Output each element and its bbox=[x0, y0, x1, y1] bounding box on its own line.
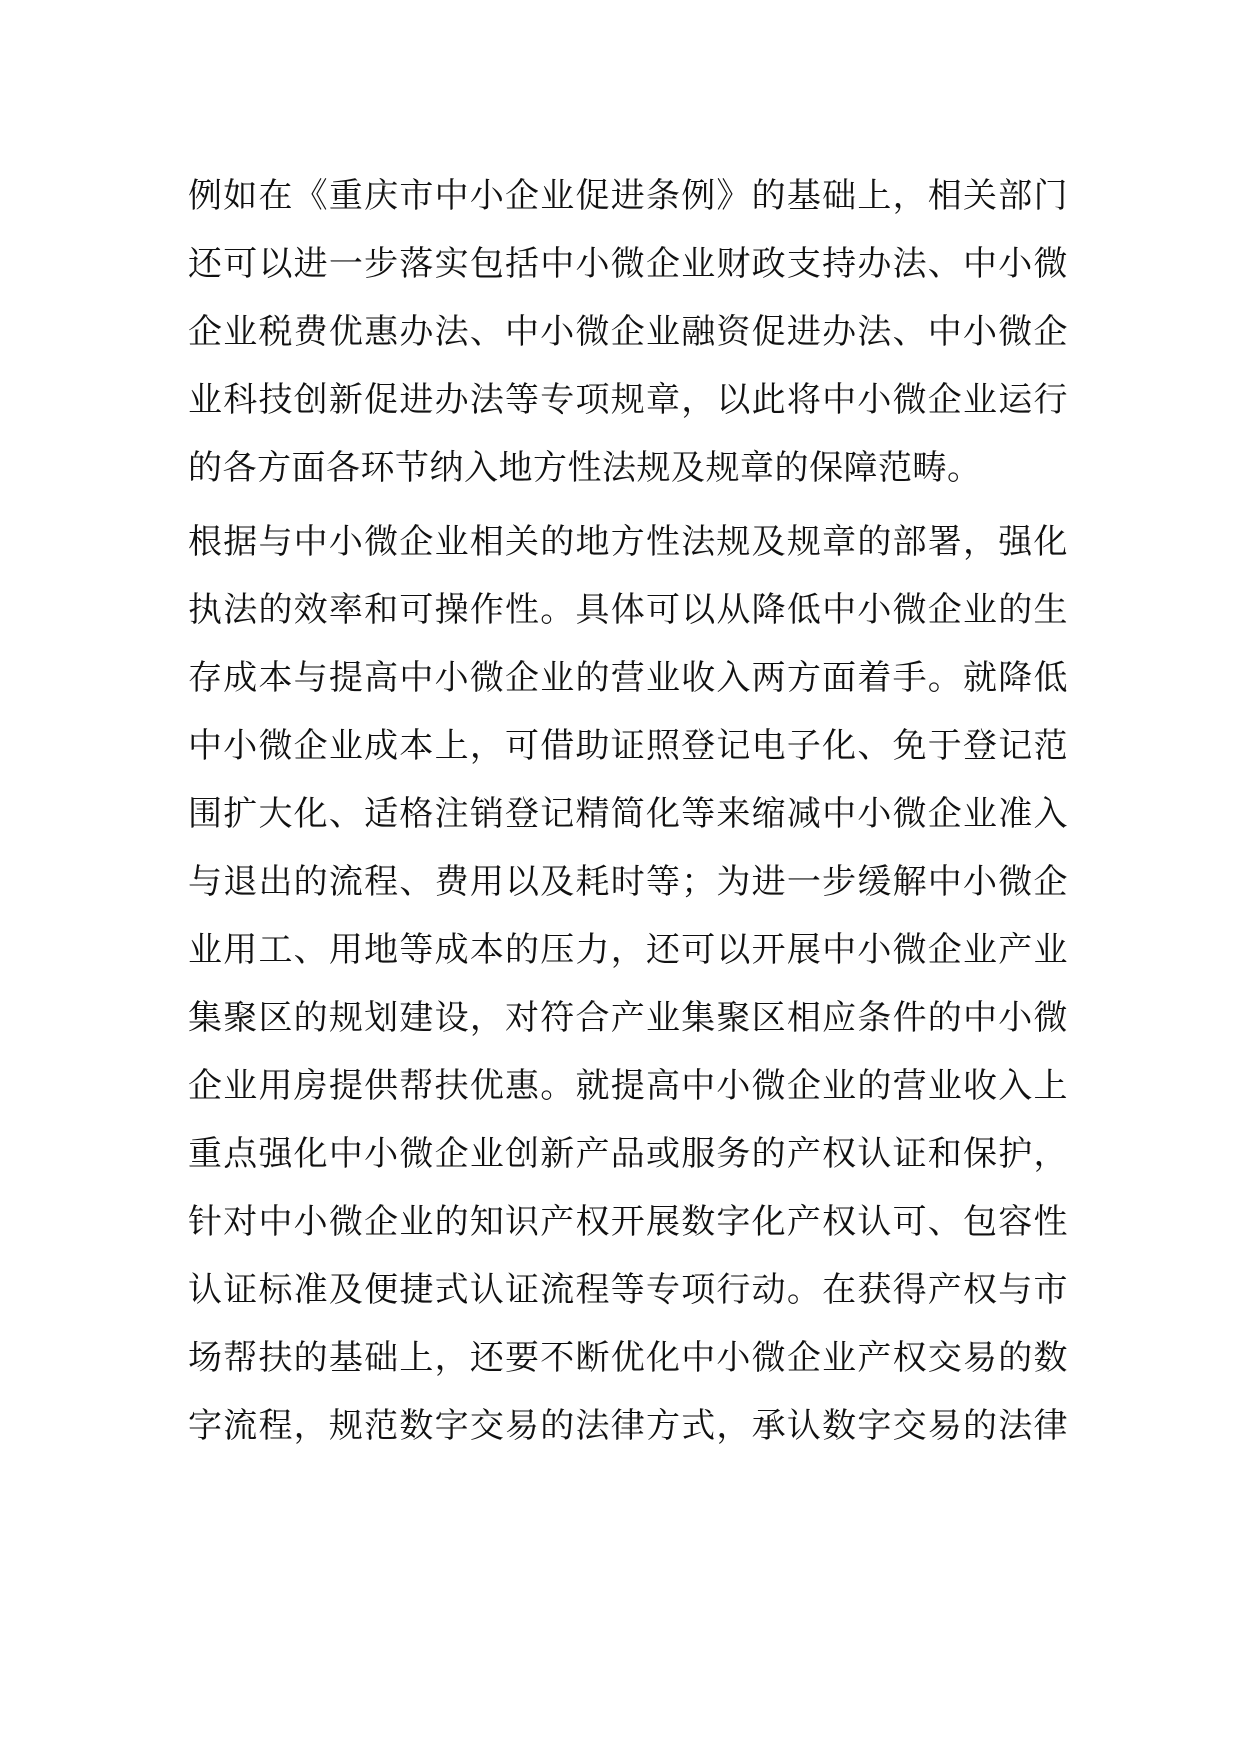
paragraph-2-line-6: 与退出的流程、费用以及耗时等；为进一步缓解中小微企 bbox=[188, 862, 1068, 902]
paragraph-1-line-3: 企业税费优惠办法、中小微企业融资促进办法、中小微企 bbox=[188, 312, 1068, 352]
paragraph-2-line-5: 围扩大化、适格注销登记精简化等来缩减中小微企业准入 bbox=[188, 794, 1068, 834]
paragraph-1-line-2: 还可以进一步落实包括中小微企业财政支持办法、中小微 bbox=[188, 244, 1068, 284]
paragraph-2-line-14: 字流程，规范数字交易的法律方式，承认数字交易的法律 bbox=[188, 1406, 1068, 1446]
paragraph-1-line-5: 的各方面各环节纳入地方性法规及规章的保障范畴。 bbox=[188, 448, 982, 488]
paragraph-1-line-1: 例如在《重庆市中小企业促进条例》的基础上，相关部门 bbox=[188, 176, 1068, 216]
paragraph-2-line-11: 针对中小微企业的知识产权开展数字化产权认可、包容性 bbox=[188, 1202, 1068, 1242]
paragraph-2-line-12: 认证标准及便捷式认证流程等专项行动。在获得产权与市 bbox=[188, 1270, 1068, 1310]
paragraph-2-line-13: 场帮扶的基础上，还要不断优化中小微企业产权交易的数 bbox=[188, 1338, 1068, 1378]
paragraph-2-line-10: 重点强化中小微企业创新产品或服务的产权认证和保护， bbox=[188, 1134, 1068, 1174]
paragraph-2-line-7: 业用工、用地等成本的压力，还可以开展中小微企业产业 bbox=[188, 930, 1068, 970]
paragraph-2-line-8: 集聚区的规划建设，对符合产业集聚区相应条件的中小微 bbox=[188, 998, 1068, 1038]
paragraph-2-line-2: 执法的效率和可操作性。具体可以从降低中小微企业的生 bbox=[188, 590, 1068, 630]
paragraph-2-line-3: 存成本与提高中小微企业的营业收入两方面着手。就降低 bbox=[188, 658, 1068, 698]
paragraph-2-line-4: 中小微企业成本上，可借助证照登记电子化、免于登记范 bbox=[188, 726, 1068, 766]
paragraph-2-line-9: 企业用房提供帮扶优惠。就提高中小微企业的营业收入上 bbox=[188, 1066, 1068, 1106]
paragraph-1-line-4: 业科技创新促进办法等专项规章，以此将中小微企业运行 bbox=[188, 380, 1068, 420]
paragraph-2-line-1: 根据与中小微企业相关的地方性法规及规章的部署，强化 bbox=[188, 522, 1068, 562]
